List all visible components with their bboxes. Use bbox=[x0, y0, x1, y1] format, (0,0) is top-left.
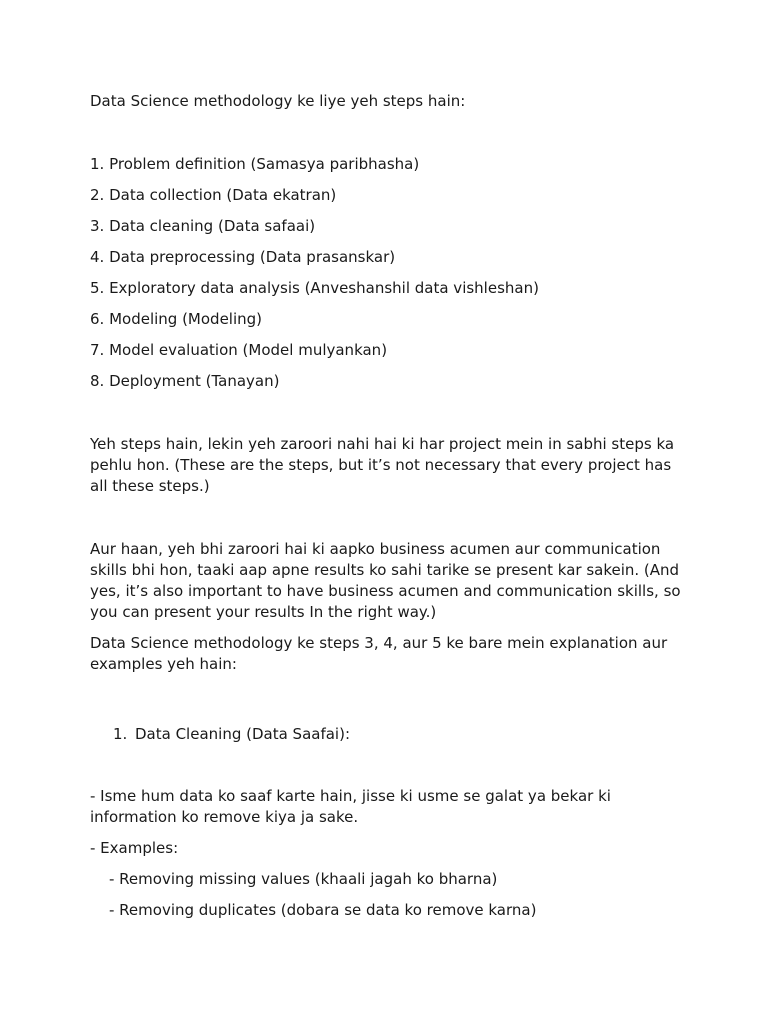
examples-label: - Examples: bbox=[90, 839, 179, 857]
section-description: - Isme hum data ko saaf karte hain, jisse ki usme se galat ya bekar ki information ko remove kiya ja sake. bbox=[90, 787, 611, 826]
step-item: 6. Modeling (Modeling) bbox=[90, 310, 263, 328]
section-heading bbox=[90, 724, 690, 745]
step-item: 2. Data collection (Data ekatran) bbox=[90, 186, 337, 204]
step-item: 8. Deployment (Tanayan) bbox=[90, 372, 280, 390]
explanation-lead-paragraph: Data Science methodology ke steps 3, 4, aur 5 ke bare mein explanation aur examples yeh hain: bbox=[90, 634, 668, 673]
step-item: 4. Data preprocessing (Data prasanskar) bbox=[90, 248, 396, 266]
methodology-steps-list bbox=[90, 154, 690, 392]
section-number: 1. bbox=[113, 725, 128, 743]
steps-note-paragraph: Yeh steps hain, lekin yeh zaroori nahi hai ki har project mein in sabhi steps ka pehlu hon. (These are the steps, but it’s not necessary that every project has all these steps.) bbox=[90, 435, 675, 495]
document-page bbox=[90, 91, 690, 931]
step-item: 3. Data cleaning (Data safaai) bbox=[90, 217, 316, 235]
step-item: 7. Model evaluation (Model mulyankan) bbox=[90, 341, 388, 359]
intro-text: Data Science methodology ke liye yeh steps hain: bbox=[90, 92, 466, 110]
section-title: Data Cleaning (Data Saafai): bbox=[135, 725, 351, 743]
step-item: 5. Exploratory data analysis (Anveshanshil data vishleshan) bbox=[90, 279, 539, 297]
example-item: - Removing missing values (khaali jagah ko bharna) bbox=[109, 870, 498, 888]
skills-note-paragraph: Aur haan, yeh bhi zaroori hai ki aapko business acumen aur communication skills bhi hon, taaki aap apne results ko sahi tarike se present kar sakein. (And yes, it’s also important to have business acumen and communication skills, so you can present your results In the right way.) bbox=[90, 540, 681, 621]
example-item: - Removing duplicates (dobara se data ko remove karna) bbox=[109, 901, 537, 919]
step-item: 1. Problem definition (Samasya paribhasha) bbox=[90, 155, 420, 173]
